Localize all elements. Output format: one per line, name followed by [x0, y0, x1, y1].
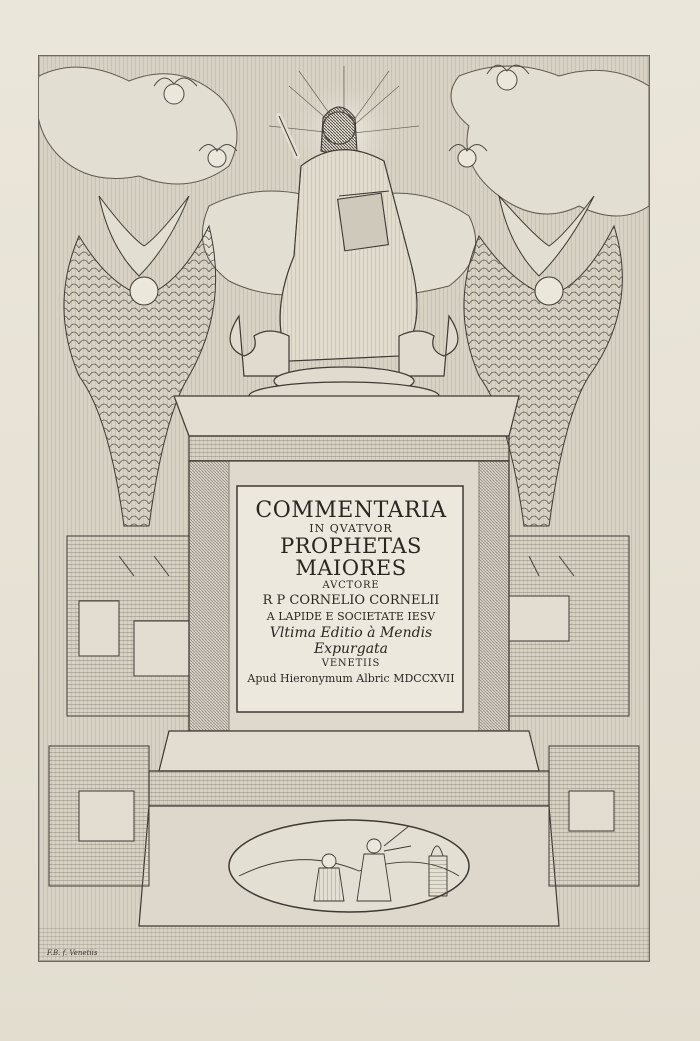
- title-edition: Vltima Editio à Mendis: [269, 625, 433, 641]
- title-prophetas: PROPHETAS: [280, 534, 422, 558]
- title-in-quatuor: IN QVATVOR: [309, 522, 393, 535]
- title-society: A LAPIDE E SOCIETATE IESV: [266, 610, 436, 623]
- title-expurgata: Expurgata: [313, 641, 389, 657]
- title-panel: [242, 494, 460, 710]
- title-maiores: MAIORES: [295, 556, 407, 580]
- engraver-signature: F.B. f. Venetiis: [47, 949, 98, 957]
- title-auctore: AVCTORE: [322, 580, 380, 591]
- title-venetiis: VENETIIS: [321, 658, 381, 669]
- title-author: R P CORNELIO CORNELII: [262, 593, 440, 608]
- title-publisher: Apud Hieronymum Albric MDCCXVII: [247, 672, 455, 685]
- floor: [39, 926, 649, 961]
- title-commentaria: COMMENTARIA: [255, 498, 447, 523]
- engraved-plate: [38, 55, 650, 962]
